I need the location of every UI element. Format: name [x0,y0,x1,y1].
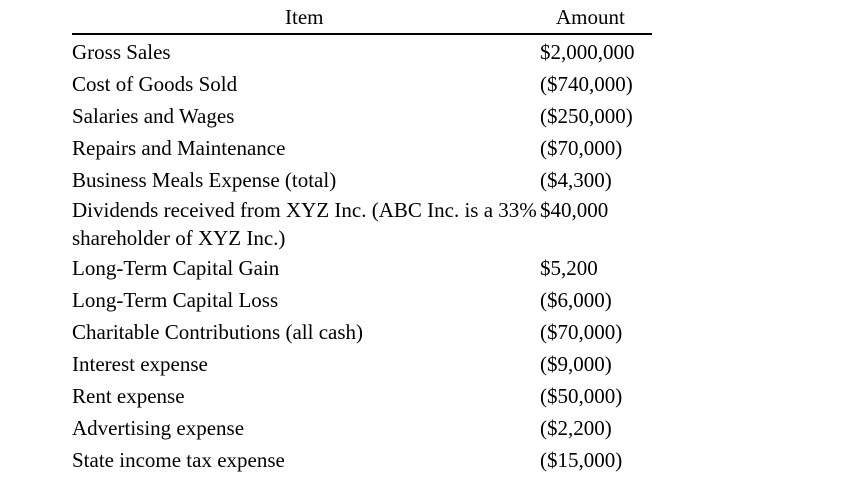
table-row [72,252,652,284]
row-amount: ($50,000) [540,384,623,408]
row-amount: $2,000,000 [540,40,635,64]
row-amount: ($70,000) [540,136,623,160]
row-amount: $5,200 [540,256,598,280]
column-header-item: Item [285,5,324,29]
financial-table [72,0,652,476]
table-row [72,444,652,476]
table-row [72,132,652,164]
row-amount: ($9,000) [540,352,612,376]
table-body [72,36,652,476]
row-item: Advertising expense [72,416,245,440]
table-row [72,348,652,380]
row-item: Rent expense [72,384,185,408]
row-item: Dividends received from XYZ Inc. (ABC Inc. is a 33% shareholder of XYZ Inc.) [72,198,537,250]
row-item: State income tax expense [72,448,285,472]
row-amount: ($70,000) [540,320,623,344]
row-item: Salaries and Wages [72,104,235,128]
table-row [72,100,652,132]
row-item: Repairs and Maintenance [72,136,286,160]
row-amount: ($4,300) [540,168,612,192]
row-item: Long-Term Capital Gain [72,256,280,280]
table-header [72,0,652,35]
row-amount: ($6,000) [540,288,612,312]
row-amount: ($2,200) [540,416,612,440]
row-item: Charitable Contributions (all cash) [72,320,364,344]
table-row [72,164,652,196]
row-item: Interest expense [72,352,208,376]
row-item: Gross Sales [72,40,171,64]
row-item: Business Meals Expense (total) [72,168,337,192]
table-row [72,36,652,68]
table-row [72,380,652,412]
table-row [72,412,652,444]
column-header-amount: Amount [556,5,625,29]
table-row [72,316,652,348]
row-amount: ($15,000) [540,448,623,472]
table-row [72,284,652,316]
table-row [72,68,652,100]
row-amount: $40,000 [540,198,609,222]
row-amount: ($250,000) [540,104,633,128]
row-item: Cost of Goods Sold [72,72,238,96]
row-item: Long-Term Capital Loss [72,288,279,312]
row-amount: ($740,000) [540,72,633,96]
table-row [72,196,652,252]
